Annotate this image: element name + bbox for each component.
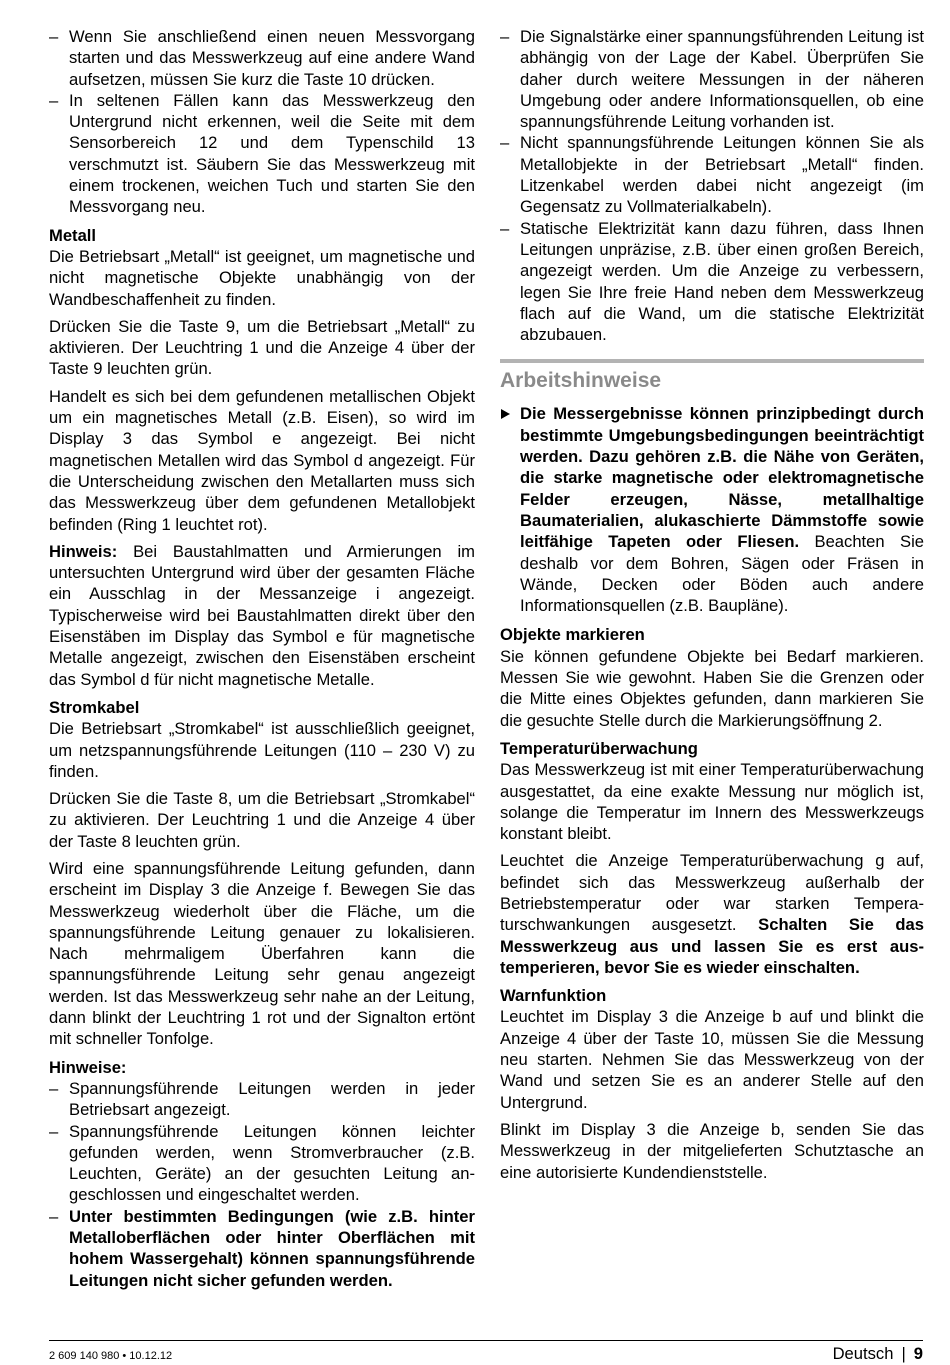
footer-separator: | xyxy=(901,1344,906,1363)
section-heading-hinweise: Hinweise: xyxy=(49,1057,127,1077)
paragraph: Handelt es sich bei dem gefundenen metallischen Objekt um ein magnetisches Metall (z.B. Eisen), so wird im Display 3 das Symbol e angezeigt. Bei nicht magnetischen Metallen wird das Symbol d angezeigt. Für die Unterscheidung zwischen den Metallarten muss sich das Messwerkzeug über dem gefundenen Metallobjekt befinden (Ring 1 leuchtet rot). xyxy=(49,386,475,534)
language-label: Deutsch xyxy=(832,1344,894,1363)
bold-text: Die Messergebnisse können prinzipbedingt durch bestimmte Umgebungsbedingungen beeinträchtigt werden. Dazu gehören z.B. die Nähe von Geräten, die starke magnetische oder elektromagnetische Felder erzeugen, Nässe, metallhaltige Baumaterialien, alukaschierte Dämmstoffe sowie leitfähige Tapeten oder Fliesen. xyxy=(520,404,924,552)
right-column xyxy=(500,26,924,1189)
paragraph: Drücken Sie die Taste 8, um die Betriebsart „Stromkabel“ zu aktivieren. Der Leuchtring 1 und die Anzeige 4 über der Taste 8 leuchten grün. xyxy=(49,789,475,851)
note-paragraph xyxy=(49,541,475,690)
paragraph: Sie können gefundene Objekte bei Bedarf markieren. Messen Sie wie gewohnt. Haben Sie die Grenzen oder die Mitte eines Objektes gefunden, dann markieren Sie die gesuchte Stelle durch die Markierungsöffnung 2. xyxy=(500,646,924,730)
paragraph: Das Messwerkzeug ist mit einer Temperaturüberwachung ausgestattet, da eine exakte Messung nur möglich ist, solange die Temperatur im Innern des Messwerkzeugs konstant bleibt. xyxy=(500,760,924,844)
left-column xyxy=(49,26,475,1291)
section-heading-stromkabel: Stromkabel xyxy=(49,697,140,717)
paragraph: Leuchtet im Display 3 die Anzeige b auf und blinkt die Anzeige 4 über der Taste 10, müssen Sie die Messung neu starten. Nehmen Sie das Messwerkzeug von der Wand und setzen Sie es an anderer Stelle auf den Untergrund. xyxy=(500,1007,924,1112)
continued-list xyxy=(500,26,924,345)
bold-warning: Unter bestimmten Bedingungen (wie z.B. hinter Metalloberflächen oder hinter Oberflächen mit hohem Wassergehalt) können spannungsführende Leitungen nicht sicher gefunden werden. xyxy=(69,1206,475,1290)
paragraph-text: Leuchtet die Anzeige Temperaturüberwachung g auf, befindet sich das Messwerkzeug außerhalb der Betriebstemperatur oder war starken Temperaturschwankungen ausgesetzt. xyxy=(500,851,924,935)
page-number: 9 xyxy=(913,1344,923,1363)
section-header-arbeitshinweise xyxy=(500,359,924,394)
list-item: – In seltenen Fällen kann das Messwerkzeug den Untergrund nicht erkennen, weil die Seite mit dem Sensorbereich 12 und dem Typenschild 13 verschmutzt ist. Säubern Sie das Messwerkzeug mit einem trockenen, weichen Tuch und starten Sie den Messvorgang neu. xyxy=(49,90,475,218)
note-text: Bei Baustahlmatten und Armierungen im untersuchten Untergrund wird über der gesamten Fläche ein Ausschlag in der Messanzeige i angezeigt. Typischerweise wird bei Baustahlmatten direkt über den Eisenstäben im Display das Symbol e für magnetische Metalle angezeigt, zwischen den Eisenstäben erscheint das Symbol d für nicht magnetische Metalle. xyxy=(49,541,475,689)
section-heading-metall: Metall xyxy=(49,225,97,245)
section-title: Arbeitshinweise xyxy=(500,369,662,393)
section-heading-warnfunktion: Warnfunktion xyxy=(500,986,607,1006)
list-item: – Nicht spannungsführende Leitungen können Sie als Metallobjekte in der Betriebsart „Metall“ finden. Litzenkabel werden dabei nicht angezeigt (im Gegensatz zu Vollmaterialkabeln). xyxy=(500,132,924,217)
paragraph: Wird eine spannungsführende Leitung gefunden, dann erscheint im Display 3 die Anzeige f. Bewegen Sie das Messwerkzeug wiederholt über die Fläche, um die spannungsführende Leitung genauer zu lokalisieren. Nach mehrmaligem Überfahren kann die spannungsführende Leitung sehr genau angezeigt werden. Ist das Messwerkzeug sehr nahe an der Leitung, dann blinkt der Leuchtring 1 rot und der Signalton ertönt mit schneller Tonfolge. xyxy=(49,858,475,1049)
section-heading-objekte: Objekte markieren xyxy=(500,625,645,645)
hinweise-list xyxy=(49,1078,475,1291)
bullet-text: Beachten Sie deshalb vor dem Bohren, Sägen oder Fräsen in Wände, Decken oder Böden auch andere Informationsquellen (z.B. Baupläne). xyxy=(520,532,924,616)
continued-text: Die Signalstärke einer spannungsführenden Leitung ist abhängig von der Lage der Kabel. Überprüfen Sie daher durch weitere Messungen in der näheren Umgebung oder andere Informationsquellen, ob eine spannungsführende Leitung vorhanden ist. xyxy=(520,27,924,132)
bullet-paragraph xyxy=(500,403,924,616)
paragraph: Die Betriebsart „Metall“ ist geeignet, um magnetische und nicht magnetische Objekte unabhängig von der Wandbeschaffenheit zu finden. xyxy=(49,246,475,309)
bold-text: Schalten Sie das Messwerkzeug aus und lassen Sie es erst austemperieren, bevor Sie es wieder einschalten. xyxy=(500,915,925,977)
page-footer xyxy=(833,1344,923,1364)
list-item: – Statische Elektrizität kann dazu führen, dass Ihnen Leitungen unpräzise, z.B. über einen großen Bereich, angezeigt werden. Um die Anzeige zu verbessern, legen Sie Ihre freie Hand neben dem Messwerkzeug flach auf die Wand, um die statische Elektrizität abzubauen. xyxy=(500,218,924,346)
paragraph: Drücken Sie die Taste 9, um die Betriebsart „Metall“ zu aktivieren. Der Leuchtring 1 und die Anzeige 4 über der Taste 9 leuchten grün. xyxy=(49,316,475,379)
section-heading-temperatur: Temperaturüberwachung xyxy=(500,738,698,758)
list-item: – Spannungsführende Leitungen können leichter gefunden werden, wenn Stromverbraucher (z.B. Leuchten, Geräte) an der gesuchten Leitung angeschlossen und eingeschaltet werden. xyxy=(49,1121,475,1206)
note-label: Hinweis: xyxy=(49,541,118,561)
intro-list xyxy=(49,26,475,218)
list-item-continued xyxy=(500,26,924,132)
list-item: – Wenn Sie anschließend einen neuen Messvorgang starten und das Messwerkzeug auf eine andere Wand aufsetzen, müssen Sie kurz die Taste 10 drücken. xyxy=(49,26,475,90)
triangle-bullet-icon xyxy=(501,409,510,419)
footer-divider xyxy=(49,1340,923,1341)
list-item xyxy=(49,1206,475,1291)
paragraph: Blinkt im Display 3 die Anzeige b, senden Sie das Messwerkzeug in der mitgelieferten Schutztasche an eine autorisierte Kundendienststelle. xyxy=(500,1119,924,1182)
doc-number: 2 609 140 980 • 10.12.12 xyxy=(49,1350,173,1362)
paragraph: Die Betriebsart „Stromkabel“ ist ausschließlich geeignet, um netzspannungsführende Leitungen (110 – 230 V) zu finden. xyxy=(49,719,475,781)
paragraph xyxy=(500,850,924,978)
list-item: – Spannungsführende Leitungen werden in jeder Betriebsart angezeigt. xyxy=(49,1078,475,1121)
